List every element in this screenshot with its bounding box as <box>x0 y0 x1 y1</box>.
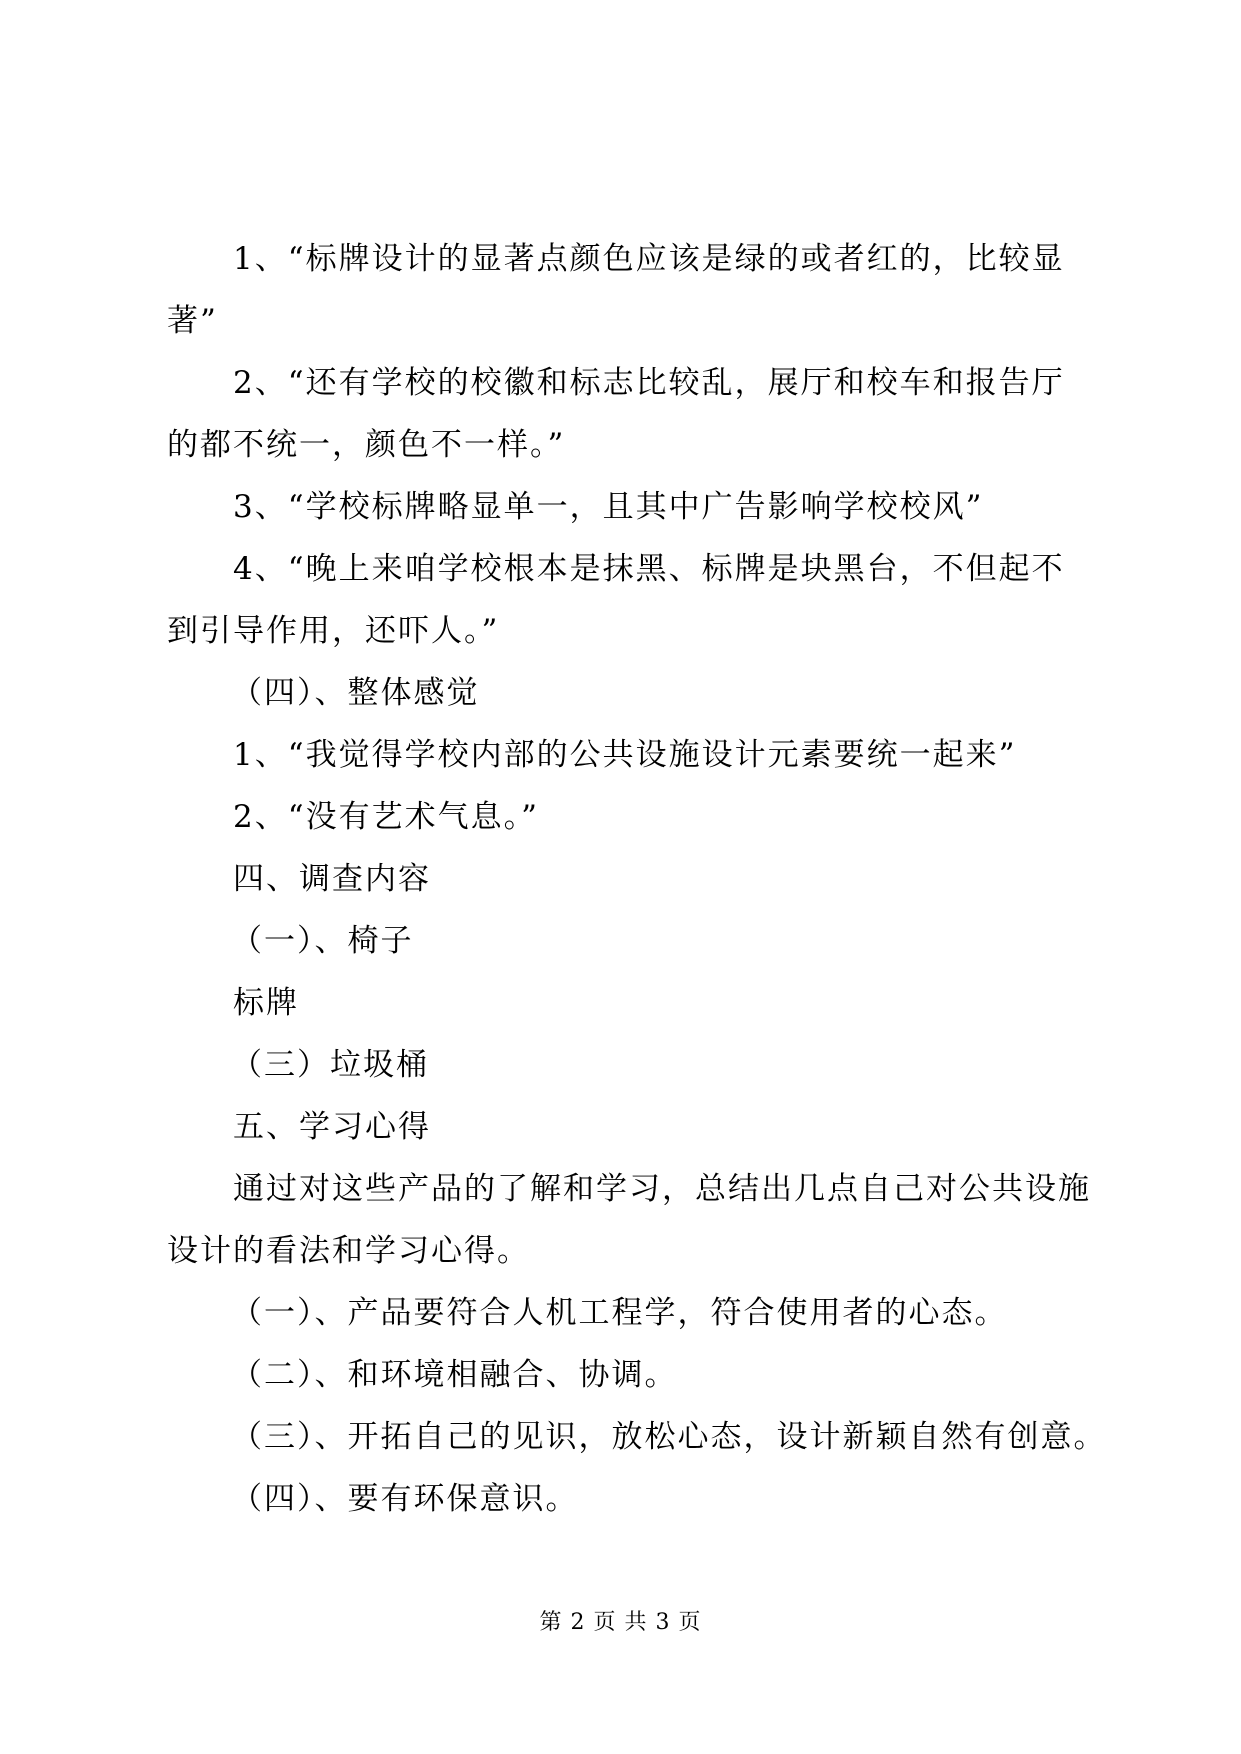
survey-item-trash-bins: （三）垃圾桶 <box>231 1047 429 1083</box>
learning-point-4: （四）、要有环保意识。 <box>231 1481 579 1517</box>
section-heading-overall-feeling: （四）、整体感觉 <box>231 675 480 711</box>
document-body <box>167 228 1107 1530</box>
section-heading-learning: 五、学习心得 <box>233 1109 431 1145</box>
learning-point-1: （一）、产品要符合人机工程学，符合使用者的心态。 <box>231 1295 1008 1331</box>
feeling-item-2: 2、“没有艺术气息。” <box>233 799 539 835</box>
learning-intro-b: 设计的看法和学习心得。 <box>167 1233 530 1269</box>
survey-item-chairs: （一）、椅子 <box>231 923 414 959</box>
section-heading-survey-content: 四、调查内容 <box>233 861 431 897</box>
page-number-footer: 第 2 页 共 3 页 <box>539 1610 702 1635</box>
feeling-item-1: 1、“我觉得学校内部的公共设施设计元素要统一起来” <box>233 737 1017 773</box>
quote-line-2b: 的都不统一，颜色不一样。” <box>167 427 566 463</box>
survey-item-signs: 标牌 <box>233 985 299 1021</box>
learning-point-2: （二）、和环境相融合、协调。 <box>231 1357 678 1393</box>
quote-line-1a: 1、“标牌设计的显著点颜色应该是绿的或者红的，比较显 <box>233 241 1065 277</box>
quote-line-2a: 2、“还有学校的校徽和标志比较乱，展厅和校车和报告厅 <box>233 365 1065 401</box>
quote-line-3: 3、“学校标牌略显单一，且其中广告影响学校校风” <box>233 489 984 525</box>
quote-line-4a: 4、“晚上来咱学校根本是抹黑、标牌是块黑台，不但起不 <box>233 551 1065 587</box>
learning-point-3: （三）、开拓自己的见识，放松心态，设计新颖自然有创意。 <box>231 1419 1107 1455</box>
learning-intro-a: 通过对这些产品的了解和学习，总结出几点自己对公共设施 <box>233 1171 1091 1207</box>
quote-line-1b: 著” <box>167 303 218 339</box>
quote-line-4b: 到引导作用，还吓人。” <box>167 613 500 649</box>
